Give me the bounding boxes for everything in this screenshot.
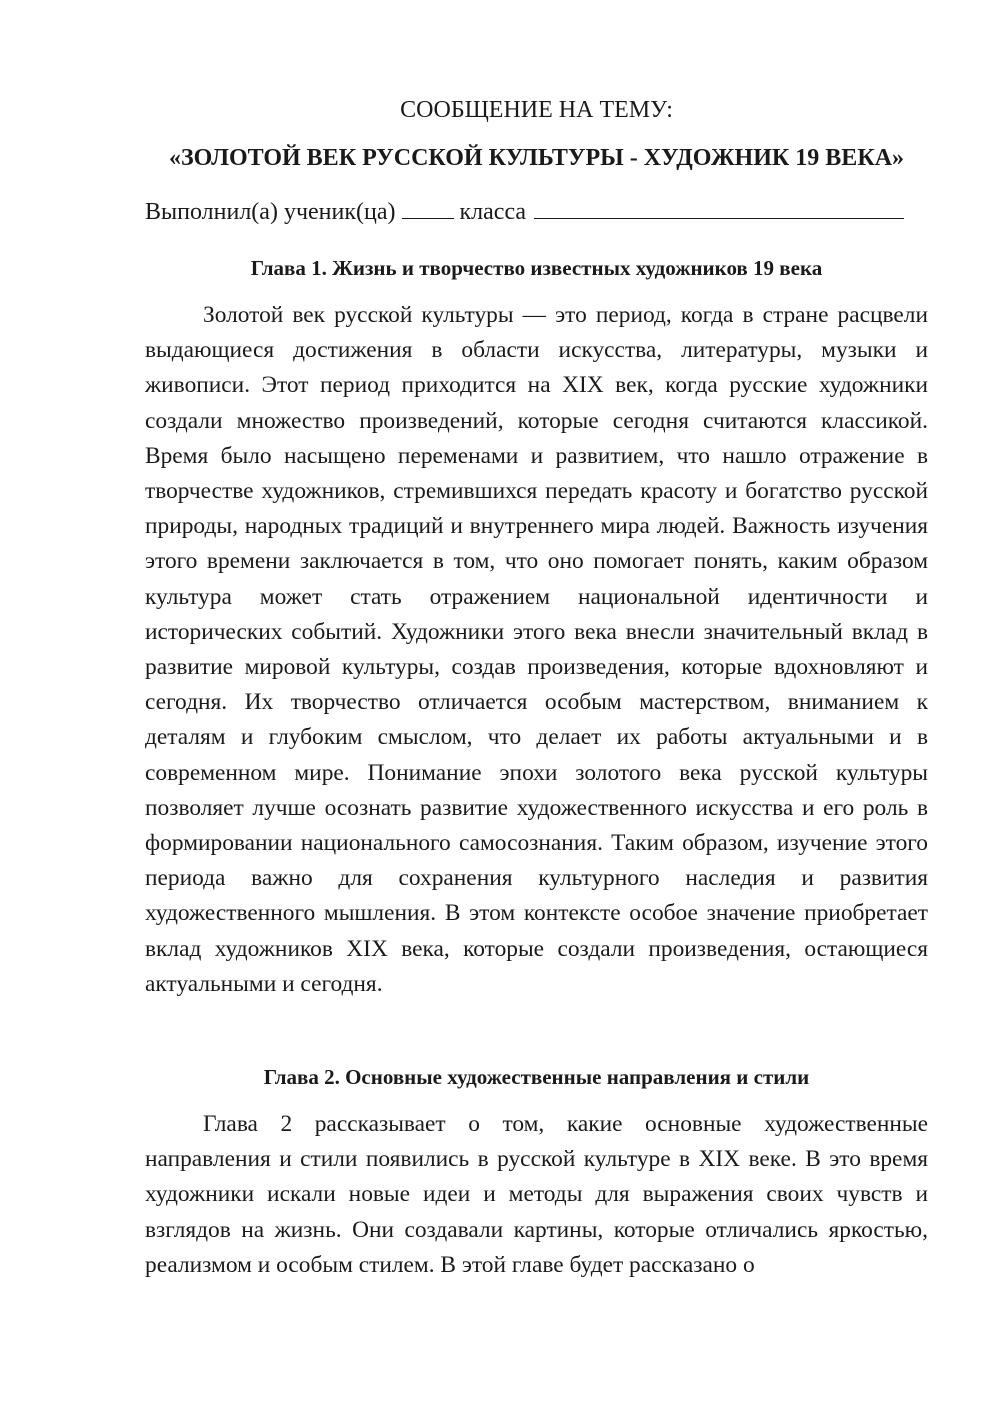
- author-line: [145, 197, 928, 227]
- chapter-2-heading: Глава 2. Основные художественные направления и стили: [263, 1065, 810, 1089]
- chapter-1-heading: Глава 1. Жизнь и творчество известных художников 19 века: [250, 256, 823, 280]
- chapter-2-paragraph: Глава 2 рассказывает о том, какие основные художественные направления и стили появились в русской культуре в XIX веке. В это время художники искали новые идеи и методы для выражения своих чувств и взглядов на жизнь. Они создавали картины, которые отличались яркостью, реализмом и особым стилем. В этой главе будет рассказано о: [145, 1111, 928, 1278]
- document-title-line-1: СООБЩЕНИЕ НА ТЕМУ:: [400, 97, 673, 123]
- class-label: класса: [459, 199, 527, 225]
- chapter-1-paragraph: Золотой век русской культуры — это период, когда в стране расцвели выдающиеся достижения в области искусства, литературы, музыки и живописи. Этот период приходится на XIX век, когда русские художники создали множество произведений, которые сегодня считаются классикой. Время было насыщено переменами и развитием, что нашло отражение в творчестве художников, стремившихся передать красоту и богатство русской природы, народных традиций и внутреннего мира людей. Важность изучения этого времени заключается в том, что оно помогает понять, каким образом культура может стать отражением национальной идентичности и исторических событий. Художники этого века внесли значительный вклад в развитие мировой культуры, создав произведения, которые вдохновляют и сегодня. Их творчество отличается особым мастерством, вниманием к деталям и глубоким смыслом, что делает их работы актуальными и в современном мире. Понимание эпохи золотого века русской культуры позволяет лучше осознать развитие художественного искусства и его роль в формировании национального самосознания. Таким образом, изучение этого периода важно для сохранения культурного наследия и развития художественного мышления. В этом контексте особое значение приобретает вклад художников XIX века, которые создали произведения, остающиеся актуальными и сегодня.: [145, 302, 928, 997]
- name-blank: [534, 198, 904, 219]
- document-title-line-2: «ЗОЛОТОЙ ВЕК РУССКОЙ КУЛЬТУРЫ - ХУДОЖНИК 19 ВЕКА»: [168, 145, 905, 171]
- grade-blank: [402, 198, 454, 219]
- author-label: Выполнил(а) ученик(ца): [145, 199, 396, 225]
